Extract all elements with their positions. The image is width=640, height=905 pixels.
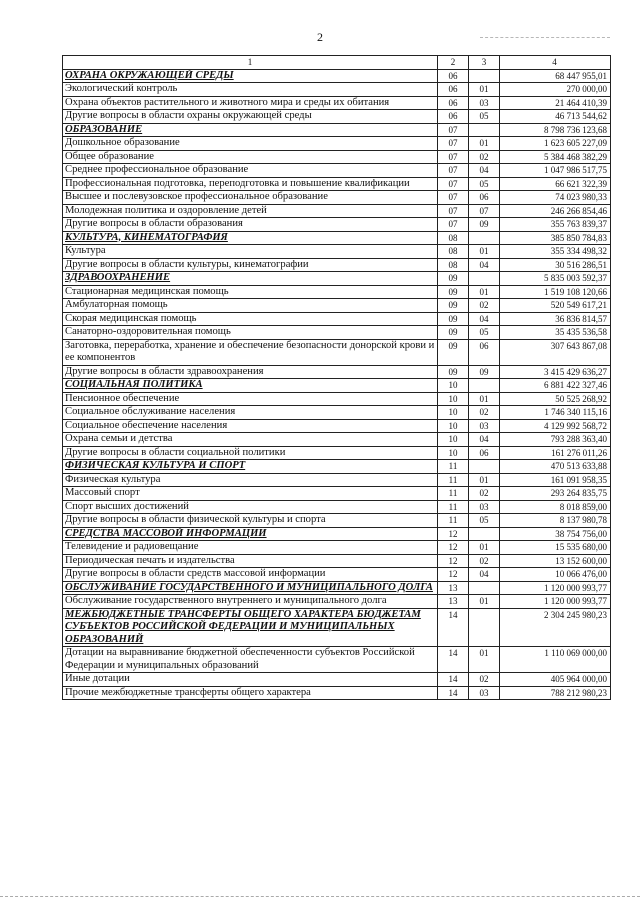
row-subsection-code: 03 bbox=[469, 500, 500, 514]
table-row bbox=[63, 568, 611, 582]
scan-artifact-bottom bbox=[0, 896, 640, 897]
table-row bbox=[63, 392, 611, 406]
row-section-code: 12 bbox=[438, 554, 469, 568]
row-subsection-code: 03 bbox=[469, 686, 500, 700]
row-name: Иные дотации bbox=[63, 673, 438, 687]
row-amount: 161 276 011,26 bbox=[500, 446, 611, 460]
row-section-code: 10 bbox=[438, 406, 469, 420]
table-row bbox=[63, 541, 611, 555]
row-subsection-code: 01 bbox=[469, 83, 500, 97]
row-section-code: 06 bbox=[438, 83, 469, 97]
table-row bbox=[63, 647, 611, 673]
table-row bbox=[63, 406, 611, 420]
row-subsection-code bbox=[469, 231, 500, 245]
row-amount: 30 516 286,51 bbox=[500, 258, 611, 272]
row-amount: 161 091 958,35 bbox=[500, 473, 611, 487]
row-subsection-code: 06 bbox=[469, 339, 500, 365]
row-section-code: 07 bbox=[438, 123, 469, 137]
table-row bbox=[63, 595, 611, 609]
row-amount: 5 835 003 592,37 bbox=[500, 272, 611, 286]
row-section-code: 09 bbox=[438, 312, 469, 326]
row-section-code: 14 bbox=[438, 686, 469, 700]
table-row bbox=[63, 204, 611, 218]
row-amount: 1 746 340 115,16 bbox=[500, 406, 611, 420]
row-name: Социальное обслуживание населения bbox=[63, 406, 438, 420]
table-row bbox=[63, 137, 611, 151]
row-subsection-code bbox=[469, 581, 500, 595]
row-name: СРЕДСТВА МАССОВОЙ ИНФОРМАЦИИ bbox=[63, 527, 438, 541]
row-section-code: 13 bbox=[438, 595, 469, 609]
row-subsection-code: 04 bbox=[469, 568, 500, 582]
row-section-code: 10 bbox=[438, 392, 469, 406]
row-amount: 470 513 633,88 bbox=[500, 460, 611, 474]
budget-table-body bbox=[63, 56, 611, 700]
row-name: Пенсионное обеспечение bbox=[63, 392, 438, 406]
header-col-4: 4 bbox=[500, 56, 611, 70]
row-amount: 68 447 955,01 bbox=[500, 69, 611, 83]
row-amount: 1 110 069 000,00 bbox=[500, 647, 611, 673]
row-amount: 405 964 000,00 bbox=[500, 673, 611, 687]
row-name: Стационарная медицинская помощь bbox=[63, 285, 438, 299]
table-row bbox=[63, 299, 611, 313]
row-amount: 3 415 429 636,27 bbox=[500, 365, 611, 379]
row-amount: 15 535 680,00 bbox=[500, 541, 611, 555]
scan-artifact bbox=[480, 37, 610, 39]
row-amount: 1 047 986 517,75 bbox=[500, 164, 611, 178]
table-row bbox=[63, 554, 611, 568]
row-name: Общее образование bbox=[63, 150, 438, 164]
row-amount: 1 519 108 120,66 bbox=[500, 285, 611, 299]
row-amount: 270 000,00 bbox=[500, 83, 611, 97]
row-subsection-code: 05 bbox=[469, 177, 500, 191]
table-row bbox=[63, 285, 611, 299]
row-amount: 35 435 536,58 bbox=[500, 326, 611, 340]
row-name: Санаторно-оздоровительная помощь bbox=[63, 326, 438, 340]
row-name: СОЦИАЛЬНАЯ ПОЛИТИКА bbox=[63, 379, 438, 393]
row-subsection-code: 02 bbox=[469, 299, 500, 313]
row-subsection-code bbox=[469, 379, 500, 393]
table-row bbox=[63, 96, 611, 110]
table-row bbox=[63, 673, 611, 687]
section-row bbox=[63, 69, 611, 83]
row-amount: 355 334 498,32 bbox=[500, 245, 611, 259]
row-name: Другие вопросы в области здравоохранения bbox=[63, 365, 438, 379]
table-row bbox=[63, 258, 611, 272]
section-row bbox=[63, 231, 611, 245]
row-name: Другие вопросы в области физической культуры и спорта bbox=[63, 514, 438, 528]
row-name: Телевидение и радиовещание bbox=[63, 541, 438, 555]
row-name: Прочие межбюджетные трансферты общего характера bbox=[63, 686, 438, 700]
row-subsection-code: 01 bbox=[469, 473, 500, 487]
row-section-code: 07 bbox=[438, 218, 469, 232]
row-section-code: 14 bbox=[438, 673, 469, 687]
table-row bbox=[63, 365, 611, 379]
row-section-code: 09 bbox=[438, 285, 469, 299]
row-amount: 355 763 839,37 bbox=[500, 218, 611, 232]
row-amount: 50 525 268,92 bbox=[500, 392, 611, 406]
row-name: ОХРАНА ОКРУЖАЮЩЕЙ СРЕДЫ bbox=[63, 69, 438, 83]
row-section-code: 14 bbox=[438, 608, 469, 647]
row-amount: 13 152 600,00 bbox=[500, 554, 611, 568]
row-section-code: 09 bbox=[438, 339, 469, 365]
row-name: Молодежная политика и оздоровление детей bbox=[63, 204, 438, 218]
table-header-row bbox=[63, 56, 611, 70]
row-subsection-code: 05 bbox=[469, 110, 500, 124]
table-row bbox=[63, 164, 611, 178]
row-section-code: 10 bbox=[438, 419, 469, 433]
table-row bbox=[63, 150, 611, 164]
row-name: Физическая культура bbox=[63, 473, 438, 487]
row-section-code: 07 bbox=[438, 150, 469, 164]
row-amount: 246 266 854,46 bbox=[500, 204, 611, 218]
row-section-code: 13 bbox=[438, 581, 469, 595]
row-name: Социальное обеспечение населения bbox=[63, 419, 438, 433]
row-section-code: 12 bbox=[438, 568, 469, 582]
row-subsection-code: 06 bbox=[469, 191, 500, 205]
row-section-code: 11 bbox=[438, 487, 469, 501]
row-section-code: 09 bbox=[438, 272, 469, 286]
table-row bbox=[63, 245, 611, 259]
budget-table bbox=[62, 55, 611, 700]
row-name: Другие вопросы в области культуры, кинематографии bbox=[63, 258, 438, 272]
row-section-code: 12 bbox=[438, 527, 469, 541]
row-name: ОБРАЗОВАНИЕ bbox=[63, 123, 438, 137]
row-subsection-code: 07 bbox=[469, 204, 500, 218]
row-name: Профессиональная подготовка, переподготовка и повышение квалификации bbox=[63, 177, 438, 191]
row-amount: 2 304 245 980,23 bbox=[500, 608, 611, 647]
row-name: Спорт высших достижений bbox=[63, 500, 438, 514]
row-subsection-code bbox=[469, 272, 500, 286]
row-name: Периодическая печать и издательства bbox=[63, 554, 438, 568]
row-section-code: 10 bbox=[438, 433, 469, 447]
row-name: Среднее профессиональное образование bbox=[63, 164, 438, 178]
table-row bbox=[63, 433, 611, 447]
row-amount: 36 836 814,57 bbox=[500, 312, 611, 326]
row-section-code: 07 bbox=[438, 191, 469, 205]
row-amount: 520 549 617,21 bbox=[500, 299, 611, 313]
row-amount: 74 023 980,33 bbox=[500, 191, 611, 205]
table-row bbox=[63, 326, 611, 340]
row-name: Охрана семьи и детства bbox=[63, 433, 438, 447]
row-name: Дотации на выравнивание бюджетной обеспеченности субъектов Российской Федерации и муниципальных образований bbox=[63, 647, 438, 673]
table-row bbox=[63, 514, 611, 528]
row-amount: 46 713 544,62 bbox=[500, 110, 611, 124]
row-name: ФИЗИЧЕСКАЯ КУЛЬТУРА И СПОРТ bbox=[63, 460, 438, 474]
row-subsection-code: 09 bbox=[469, 365, 500, 379]
row-section-code: 12 bbox=[438, 541, 469, 555]
row-subsection-code: 09 bbox=[469, 218, 500, 232]
row-subsection-code: 01 bbox=[469, 137, 500, 151]
row-section-code: 10 bbox=[438, 446, 469, 460]
row-name: КУЛЬТУРА, КИНЕМАТОГРАФИЯ bbox=[63, 231, 438, 245]
row-subsection-code bbox=[469, 123, 500, 137]
table-row bbox=[63, 83, 611, 97]
table-row bbox=[63, 177, 611, 191]
row-subsection-code: 02 bbox=[469, 487, 500, 501]
table-row bbox=[63, 473, 611, 487]
table-row bbox=[63, 191, 611, 205]
row-section-code: 08 bbox=[438, 231, 469, 245]
row-subsection-code: 04 bbox=[469, 258, 500, 272]
row-name: Другие вопросы в области средств массовой информации bbox=[63, 568, 438, 582]
row-amount: 1 120 000 993,77 bbox=[500, 581, 611, 595]
row-section-code: 08 bbox=[438, 258, 469, 272]
row-subsection-code: 01 bbox=[469, 392, 500, 406]
table-row bbox=[63, 110, 611, 124]
row-subsection-code: 01 bbox=[469, 595, 500, 609]
row-amount: 21 464 410,39 bbox=[500, 96, 611, 110]
section-row bbox=[63, 608, 611, 647]
row-subsection-code: 05 bbox=[469, 326, 500, 340]
row-subsection-code: 04 bbox=[469, 164, 500, 178]
row-section-code: 07 bbox=[438, 177, 469, 191]
row-subsection-code: 05 bbox=[469, 514, 500, 528]
row-subsection-code: 01 bbox=[469, 541, 500, 555]
row-amount: 293 264 835,75 bbox=[500, 487, 611, 501]
row-name: МЕЖБЮДЖЕТНЫЕ ТРАНСФЕРТЫ ОБЩЕГО ХАРАКТЕРА БЮДЖЕТАМ СУБЪЕКТОВ РОССИЙСКОЙ ФЕДЕРАЦИИ И МУНИЦИПАЛЬНЫХ ОБРАЗОВАНИЙ bbox=[63, 608, 438, 647]
row-amount: 5 384 468 382,29 bbox=[500, 150, 611, 164]
section-row bbox=[63, 581, 611, 595]
row-section-code: 11 bbox=[438, 514, 469, 528]
row-subsection-code: 04 bbox=[469, 433, 500, 447]
row-subsection-code: 03 bbox=[469, 419, 500, 433]
table-row bbox=[63, 339, 611, 365]
row-amount: 38 754 756,00 bbox=[500, 527, 611, 541]
table-row bbox=[63, 419, 611, 433]
row-section-code: 09 bbox=[438, 299, 469, 313]
row-section-code: 08 bbox=[438, 245, 469, 259]
table-row bbox=[63, 487, 611, 501]
row-name: Другие вопросы в области охраны окружающей среды bbox=[63, 110, 438, 124]
row-section-code: 06 bbox=[438, 69, 469, 83]
row-section-code: 07 bbox=[438, 137, 469, 151]
row-amount: 8 798 736 123,68 bbox=[500, 123, 611, 137]
row-amount: 8 018 859,00 bbox=[500, 500, 611, 514]
row-section-code: 06 bbox=[438, 96, 469, 110]
table-row bbox=[63, 686, 611, 700]
row-subsection-code: 01 bbox=[469, 245, 500, 259]
row-name: Охрана объектов растительного и животного мира и среды их обитания bbox=[63, 96, 438, 110]
row-section-code: 10 bbox=[438, 379, 469, 393]
row-amount: 1 120 000 993,77 bbox=[500, 595, 611, 609]
row-name: Дошкольное образование bbox=[63, 137, 438, 151]
row-name: Обслуживание государственного внутреннего и муниципального долга bbox=[63, 595, 438, 609]
row-subsection-code bbox=[469, 69, 500, 83]
table-row bbox=[63, 312, 611, 326]
row-subsection-code: 06 bbox=[469, 446, 500, 460]
row-section-code: 11 bbox=[438, 500, 469, 514]
row-section-code: 07 bbox=[438, 204, 469, 218]
table-row bbox=[63, 446, 611, 460]
row-amount: 8 137 980,78 bbox=[500, 514, 611, 528]
row-amount: 4 129 992 568,72 bbox=[500, 419, 611, 433]
table-row bbox=[63, 500, 611, 514]
row-name: Другие вопросы в области образования bbox=[63, 218, 438, 232]
row-amount: 793 288 363,40 bbox=[500, 433, 611, 447]
row-section-code: 09 bbox=[438, 326, 469, 340]
row-section-code: 11 bbox=[438, 473, 469, 487]
row-amount: 10 066 476,00 bbox=[500, 568, 611, 582]
row-name: Культура bbox=[63, 245, 438, 259]
row-section-code: 06 bbox=[438, 110, 469, 124]
row-name: ЗДРАВООХРАНЕНИЕ bbox=[63, 272, 438, 286]
header-col-1: 1 bbox=[63, 56, 438, 70]
row-subsection-code: 04 bbox=[469, 312, 500, 326]
row-name: Экологический контроль bbox=[63, 83, 438, 97]
row-amount: 788 212 980,23 bbox=[500, 686, 611, 700]
row-section-code: 07 bbox=[438, 164, 469, 178]
row-subsection-code: 03 bbox=[469, 96, 500, 110]
row-section-code: 14 bbox=[438, 647, 469, 673]
row-amount: 1 623 605 227,09 bbox=[500, 137, 611, 151]
row-subsection-code bbox=[469, 527, 500, 541]
section-row bbox=[63, 527, 611, 541]
row-subsection-code: 01 bbox=[469, 285, 500, 299]
section-row bbox=[63, 272, 611, 286]
row-name: Другие вопросы в области социальной политики bbox=[63, 446, 438, 460]
row-subsection-code: 02 bbox=[469, 554, 500, 568]
row-amount: 385 850 784,83 bbox=[500, 231, 611, 245]
row-name: Скорая медицинская помощь bbox=[63, 312, 438, 326]
row-amount: 307 643 867,08 bbox=[500, 339, 611, 365]
section-row bbox=[63, 123, 611, 137]
header-col-3: 3 bbox=[469, 56, 500, 70]
header-col-2: 2 bbox=[438, 56, 469, 70]
row-amount: 6 881 422 327,46 bbox=[500, 379, 611, 393]
row-name: Заготовка, переработка, хранение и обеспечение безопасности донорской крови и ее компонентов bbox=[63, 339, 438, 365]
table-row bbox=[63, 218, 611, 232]
row-subsection-code: 02 bbox=[469, 406, 500, 420]
row-amount: 66 621 322,39 bbox=[500, 177, 611, 191]
row-name: Массовый спорт bbox=[63, 487, 438, 501]
row-name: Высшее и послевузовское профессиональное образование bbox=[63, 191, 438, 205]
row-section-code: 09 bbox=[438, 365, 469, 379]
row-section-code: 11 bbox=[438, 460, 469, 474]
section-row bbox=[63, 460, 611, 474]
page-number: 2 bbox=[317, 30, 323, 44]
row-name: ОБСЛУЖИВАНИЕ ГОСУДАРСТВЕННОГО И МУНИЦИПАЛЬНОГО ДОЛГА bbox=[63, 581, 438, 595]
row-subsection-code: 01 bbox=[469, 647, 500, 673]
row-subsection-code bbox=[469, 460, 500, 474]
section-row bbox=[63, 379, 611, 393]
row-subsection-code: 02 bbox=[469, 150, 500, 164]
row-name: Амбулаторная помощь bbox=[63, 299, 438, 313]
row-subsection-code bbox=[469, 608, 500, 647]
row-subsection-code: 02 bbox=[469, 673, 500, 687]
